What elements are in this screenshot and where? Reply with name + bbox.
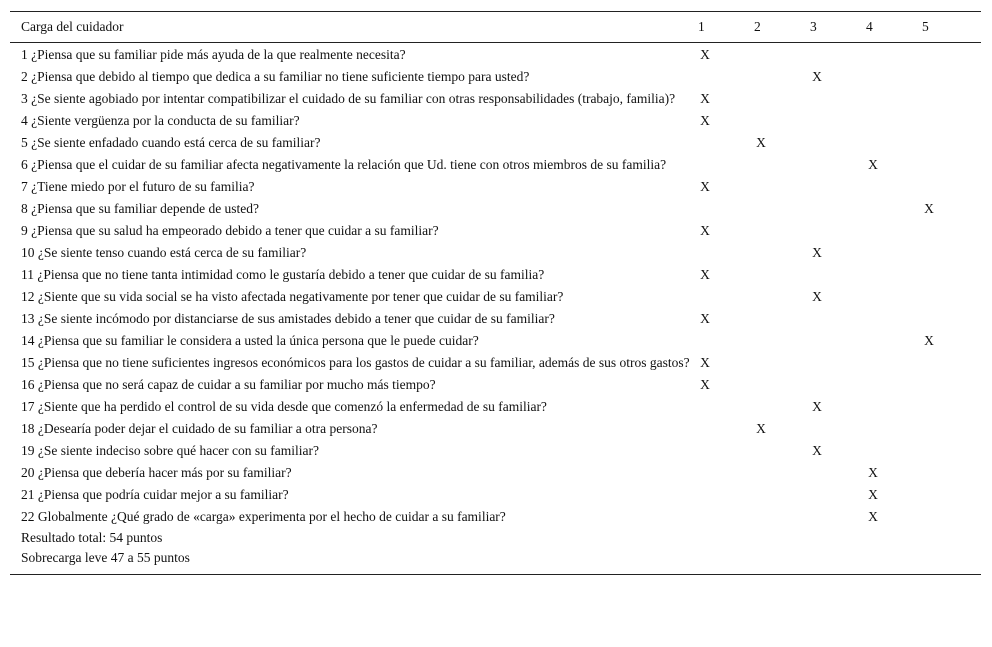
question-text: 22 Globalmente ¿Qué grado de «carga» experimenta por el hecho de cuidar a su familiar? bbox=[21, 509, 506, 524]
score-mark: X bbox=[700, 113, 710, 128]
table-row bbox=[10, 506, 981, 528]
score-mark: X bbox=[700, 377, 710, 392]
table-row bbox=[10, 43, 981, 67]
score-cell-3 bbox=[810, 43, 866, 67]
interpretation-text: Sobrecarga leve 47 a 55 puntos bbox=[21, 550, 190, 565]
score-cell-1 bbox=[698, 484, 754, 506]
score-cell-1 bbox=[698, 154, 754, 176]
score-cell-2 bbox=[754, 176, 810, 198]
score-mark: X bbox=[924, 333, 934, 348]
score-cell-5 bbox=[922, 330, 981, 352]
score-cell-3 bbox=[810, 330, 866, 352]
score-cell-3 bbox=[810, 286, 866, 308]
header-score-2: 2 bbox=[754, 19, 761, 34]
score-cell-1 bbox=[698, 66, 754, 88]
table-row bbox=[10, 418, 981, 440]
table-row bbox=[10, 132, 981, 154]
score-cell-2 bbox=[754, 286, 810, 308]
table-row bbox=[10, 396, 981, 418]
table-row bbox=[10, 176, 981, 198]
score-cell-2 bbox=[754, 198, 810, 220]
score-mark: X bbox=[812, 245, 822, 260]
score-cell-1 bbox=[698, 330, 754, 352]
caregiver-burden-table-wrapper bbox=[10, 11, 981, 575]
score-cell-2 bbox=[754, 88, 810, 110]
table-row bbox=[10, 308, 981, 330]
score-cell-5 bbox=[922, 264, 981, 286]
score-cell-1 bbox=[698, 352, 754, 374]
table-row bbox=[10, 154, 981, 176]
header-title: Carga del cuidador bbox=[21, 19, 124, 34]
score-mark: X bbox=[700, 311, 710, 326]
score-cell-1 bbox=[698, 198, 754, 220]
score-cell-5 bbox=[922, 88, 981, 110]
score-cell-1 bbox=[698, 264, 754, 286]
score-cell-2 bbox=[754, 396, 810, 418]
score-cell-5 bbox=[922, 198, 981, 220]
table-header bbox=[10, 12, 981, 43]
score-cell-1 bbox=[698, 43, 754, 67]
question-text: 11 ¿Piensa que no tiene tanta intimidad como le gustaría debido a tener que cuidar de su familia? bbox=[21, 267, 545, 282]
score-cell-5 bbox=[922, 220, 981, 242]
header-score-1: 1 bbox=[698, 19, 705, 34]
score-cell-3 bbox=[810, 440, 866, 462]
score-cell-2 bbox=[754, 43, 810, 67]
score-cell-1 bbox=[698, 88, 754, 110]
score-cell-3 bbox=[810, 484, 866, 506]
score-cell-2 bbox=[754, 352, 810, 374]
score-cell-5 bbox=[922, 484, 981, 506]
score-cell-3 bbox=[810, 198, 866, 220]
score-cell-1 bbox=[698, 440, 754, 462]
score-cell-4 bbox=[866, 286, 922, 308]
score-cell-2 bbox=[754, 462, 810, 484]
score-cell-1 bbox=[698, 132, 754, 154]
header-row bbox=[10, 12, 981, 43]
score-cell-2 bbox=[754, 418, 810, 440]
table-row bbox=[10, 484, 981, 506]
header-score-4: 4 bbox=[866, 19, 873, 34]
score-cell-4 bbox=[866, 264, 922, 286]
score-cell-1 bbox=[698, 374, 754, 396]
score-cell-2 bbox=[754, 154, 810, 176]
total-result: Resultado total: 54 puntos bbox=[21, 530, 163, 545]
score-cell-4 bbox=[866, 462, 922, 484]
score-cell-4 bbox=[866, 330, 922, 352]
score-mark: X bbox=[812, 399, 822, 414]
score-cell-4 bbox=[866, 88, 922, 110]
bottom-rule bbox=[10, 574, 981, 575]
score-cell-5 bbox=[922, 506, 981, 528]
question-text: 7 ¿Tiene miedo por el futuro de su familia? bbox=[21, 179, 255, 194]
score-cell-2 bbox=[754, 132, 810, 154]
question-text: 14 ¿Piensa que su familiar le considera a usted la única persona que le puede cuidar? bbox=[21, 333, 479, 348]
score-cell-1 bbox=[698, 176, 754, 198]
question-text: 21 ¿Piensa que podría cuidar mejor a su familiar? bbox=[21, 487, 289, 502]
caregiver-burden-table bbox=[10, 11, 981, 574]
score-cell-4 bbox=[866, 484, 922, 506]
score-cell-4 bbox=[866, 66, 922, 88]
table-row bbox=[10, 352, 981, 374]
score-cell-5 bbox=[922, 176, 981, 198]
score-cell-2 bbox=[754, 242, 810, 264]
question-text: 18 ¿Desearía poder dejar el cuidado de su familiar a otra persona? bbox=[21, 421, 378, 436]
score-cell-5 bbox=[922, 418, 981, 440]
question-text: 8 ¿Piensa que su familiar depende de usted? bbox=[21, 201, 260, 216]
score-cell-2 bbox=[754, 484, 810, 506]
score-mark: X bbox=[700, 267, 710, 282]
score-cell-5 bbox=[922, 110, 981, 132]
score-cell-5 bbox=[922, 374, 981, 396]
score-mark: X bbox=[812, 69, 822, 84]
table-row bbox=[10, 286, 981, 308]
score-cell-2 bbox=[754, 66, 810, 88]
score-cell-1 bbox=[698, 396, 754, 418]
score-cell-2 bbox=[754, 308, 810, 330]
score-cell-4 bbox=[866, 242, 922, 264]
score-cell-4 bbox=[866, 154, 922, 176]
score-cell-1 bbox=[698, 308, 754, 330]
score-cell-3 bbox=[810, 374, 866, 396]
score-cell-2 bbox=[754, 506, 810, 528]
score-cell-5 bbox=[922, 132, 981, 154]
score-cell-5 bbox=[922, 43, 981, 67]
score-cell-3 bbox=[810, 506, 866, 528]
score-mark: X bbox=[700, 91, 710, 106]
score-cell-4 bbox=[866, 418, 922, 440]
table-row bbox=[10, 242, 981, 264]
score-mark: X bbox=[868, 465, 878, 480]
score-cell-4 bbox=[866, 110, 922, 132]
table-row bbox=[10, 440, 981, 462]
question-text: 1 ¿Piensa que su familiar pide más ayuda de la que realmente necesita? bbox=[21, 47, 406, 62]
question-text: 2 ¿Piensa que debido al tiempo que dedica a su familiar no tiene suficiente tiempo para usted? bbox=[21, 69, 530, 84]
score-mark: X bbox=[756, 421, 766, 436]
score-cell-3 bbox=[810, 110, 866, 132]
table-row bbox=[10, 330, 981, 352]
score-mark: X bbox=[700, 355, 710, 370]
score-mark: X bbox=[756, 135, 766, 150]
question-text: 4 ¿Siente vergüenza por la conducta de su familiar? bbox=[21, 113, 300, 128]
score-cell-5 bbox=[922, 396, 981, 418]
score-mark: X bbox=[868, 509, 878, 524]
score-cell-1 bbox=[698, 506, 754, 528]
score-cell-4 bbox=[866, 43, 922, 67]
score-cell-5 bbox=[922, 352, 981, 374]
score-cell-3 bbox=[810, 132, 866, 154]
question-text: 13 ¿Se siente incómodo por distanciarse de sus amistades debido a tener que cuidar de su familiar? bbox=[21, 311, 555, 326]
score-cell-5 bbox=[922, 308, 981, 330]
table-row bbox=[10, 198, 981, 220]
table-body bbox=[10, 43, 981, 529]
score-cell-4 bbox=[866, 220, 922, 242]
score-cell-3 bbox=[810, 264, 866, 286]
score-cell-4 bbox=[866, 374, 922, 396]
score-cell-2 bbox=[754, 220, 810, 242]
score-mark: X bbox=[812, 443, 822, 458]
score-cell-2 bbox=[754, 264, 810, 286]
score-cell-5 bbox=[922, 462, 981, 484]
table-row bbox=[10, 88, 981, 110]
score-cell-2 bbox=[754, 440, 810, 462]
score-cell-3 bbox=[810, 154, 866, 176]
score-cell-3 bbox=[810, 88, 866, 110]
score-cell-3 bbox=[810, 396, 866, 418]
score-cell-4 bbox=[866, 132, 922, 154]
score-cell-3 bbox=[810, 462, 866, 484]
score-mark: X bbox=[812, 289, 822, 304]
score-cell-1 bbox=[698, 418, 754, 440]
score-cell-4 bbox=[866, 176, 922, 198]
question-text: 16 ¿Piensa que no será capaz de cuidar a su familiar por mucho más tiempo? bbox=[21, 377, 436, 392]
score-cell-3 bbox=[810, 352, 866, 374]
question-text: 15 ¿Piensa que no tiene suficientes ingresos económicos para los gastos de cuidar a su familiar, además de sus otros gastos? bbox=[21, 355, 690, 370]
table-row bbox=[10, 374, 981, 396]
score-cell-4 bbox=[866, 308, 922, 330]
score-mark: X bbox=[868, 157, 878, 172]
question-text: 9 ¿Piensa que su salud ha empeorado debido a tener que cuidar a su familiar? bbox=[21, 223, 439, 238]
score-cell-5 bbox=[922, 440, 981, 462]
score-cell-4 bbox=[866, 440, 922, 462]
question-text: 10 ¿Se siente tenso cuando está cerca de su familiar? bbox=[21, 245, 307, 260]
score-cell-4 bbox=[866, 352, 922, 374]
score-cell-1 bbox=[698, 110, 754, 132]
score-cell-2 bbox=[754, 110, 810, 132]
question-text: 6 ¿Piensa que el cuidar de su familiar afecta negativamente la relación que Ud. tiene con otros miembros de su familia? bbox=[21, 157, 667, 172]
header-score-3: 3 bbox=[810, 19, 817, 34]
score-mark: X bbox=[924, 201, 934, 216]
score-cell-4 bbox=[866, 396, 922, 418]
score-cell-5 bbox=[922, 242, 981, 264]
table-row bbox=[10, 66, 981, 88]
score-cell-3 bbox=[810, 176, 866, 198]
score-cell-3 bbox=[810, 242, 866, 264]
score-cell-3 bbox=[810, 308, 866, 330]
table-row bbox=[10, 264, 981, 286]
score-mark: X bbox=[700, 179, 710, 194]
score-cell-5 bbox=[922, 66, 981, 88]
score-mark: X bbox=[868, 487, 878, 502]
score-cell-1 bbox=[698, 242, 754, 264]
score-cell-3 bbox=[810, 220, 866, 242]
score-cell-4 bbox=[866, 506, 922, 528]
score-cell-1 bbox=[698, 220, 754, 242]
table-row bbox=[10, 220, 981, 242]
table-row bbox=[10, 110, 981, 132]
question-text: 12 ¿Siente que su vida social se ha visto afectada negativamente por tener que cuidar de su familiar? bbox=[21, 289, 564, 304]
score-cell-4 bbox=[866, 198, 922, 220]
header-score-5: 5 bbox=[922, 19, 929, 34]
score-mark: X bbox=[700, 223, 710, 238]
question-text: 20 ¿Piensa que debería hacer más por su familiar? bbox=[21, 465, 292, 480]
table-footer bbox=[10, 528, 981, 574]
score-cell-1 bbox=[698, 462, 754, 484]
question-text: 19 ¿Se siente indeciso sobre qué hacer con su familiar? bbox=[21, 443, 320, 458]
total-row bbox=[10, 528, 981, 548]
table-row bbox=[10, 462, 981, 484]
score-cell-3 bbox=[810, 66, 866, 88]
score-mark: X bbox=[700, 47, 710, 62]
score-cell-5 bbox=[922, 286, 981, 308]
interpretation-row bbox=[10, 548, 981, 574]
score-cell-3 bbox=[810, 418, 866, 440]
score-cell-5 bbox=[922, 154, 981, 176]
question-text: 17 ¿Siente que ha perdido el control de su vida desde que comenzó la enfermedad de su familiar? bbox=[21, 399, 547, 414]
score-cell-1 bbox=[698, 286, 754, 308]
question-text: 3 ¿Se siente agobiado por intentar compatibilizar el cuidado de su familiar con otras responsabilidades (trabajo, familia)? bbox=[21, 91, 676, 106]
score-cell-2 bbox=[754, 374, 810, 396]
score-cell-2 bbox=[754, 330, 810, 352]
question-text: 5 ¿Se siente enfadado cuando está cerca de su familiar? bbox=[21, 135, 321, 150]
